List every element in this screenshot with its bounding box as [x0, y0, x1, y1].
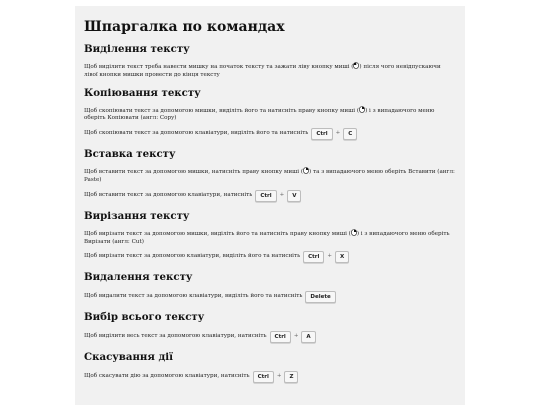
section-copy-text — [84, 87, 455, 141]
plus-sign: + — [335, 130, 341, 137]
section-heading: Вибір всього тексту — [84, 311, 205, 324]
section-select-all — [84, 311, 455, 343]
key-ctrl: Ctrl — [303, 251, 324, 263]
section-delete-text — [84, 271, 455, 303]
plus-sign: + — [279, 191, 285, 198]
key-c: C — [343, 128, 357, 140]
keyboard-instruction: Щоб скасувати дію за допомогою клавіатури, натисніть Ctrl + Z — [84, 371, 455, 383]
keyboard-instruction: Щоб вирізати текст за допомогою клавіатури, виділіть його та натисніть Ctrl + X — [84, 251, 455, 263]
section-select-text — [84, 43, 455, 80]
section-heading: Скасування дії — [84, 351, 173, 364]
section-undo — [84, 351, 455, 383]
key-v: V — [287, 190, 301, 202]
plus-sign: + — [276, 373, 282, 380]
key-a: A — [301, 331, 315, 343]
keyboard-instruction: Щоб вставити текст за допомогою клавіатури, натисніть Ctrl + V — [84, 190, 455, 202]
section-cut-text — [84, 210, 455, 264]
keyboard-instruction: Щоб скопіювати текст за допомогою клавіатури, виділіть його та натисніть Ctrl + C — [84, 128, 455, 140]
section-heading: Виділення тексту — [84, 43, 190, 55]
key-delete: Delete — [305, 291, 335, 303]
mouse-instruction: Щоб вирізати текст за допомогою мишки, виділіть його та натисніть праву кнопку миші ( ) і з випадаючого меню оберіть Вирізати (англ: Cut) — [84, 230, 450, 245]
plus-sign: + — [293, 333, 299, 340]
key-z: Z — [284, 371, 298, 383]
key-ctrl: Ctrl — [253, 371, 274, 383]
section-heading: Вирізання тексту — [84, 209, 190, 222]
mouse-instruction: Щоб вставити текст за допомогою мишки, натисніть праву кнопку миші ( ) та з випадаючого меню оберіть Вставити (англ: Paste) — [84, 169, 455, 183]
plus-sign: + — [327, 253, 332, 260]
mouse-instruction: Щоб виділити текст треба навести мишку на початок тексту та зажати ліву кнопку миші ( ) після чого невідпускаючи лівої кнопки мишки провести до кінця тексту — [84, 64, 441, 78]
key-ctrl: Ctrl — [255, 190, 276, 202]
key-x: X — [335, 251, 349, 263]
section-heading: Вставка тексту — [84, 148, 176, 161]
keyboard-instruction: Щоб виділити весь текст за допомогою клавіатури, натисніть Ctrl + A — [84, 331, 455, 343]
key-ctrl: Ctrl — [311, 128, 332, 140]
key-ctrl: Ctrl — [270, 331, 291, 343]
page-title: Шпаргалка по командах — [84, 19, 285, 35]
section-heading: Видалення тексту — [84, 271, 193, 284]
mouse-instruction: Щоб скопіювати текст за допомогою мишки, виділіть його та натисніть праву кнопку миші ( ) і з випадаючого меню оберіть Копіювати (англ: Copy) — [84, 107, 435, 122]
cheatsheet-card — [75, 6, 465, 405]
keyboard-instruction: Щоб видалити текст за допомогою клавіатури, виділіть його та натисніть Delete — [84, 291, 455, 303]
section-paste-text — [84, 148, 455, 202]
section-heading: Копіювання тексту — [84, 86, 201, 99]
